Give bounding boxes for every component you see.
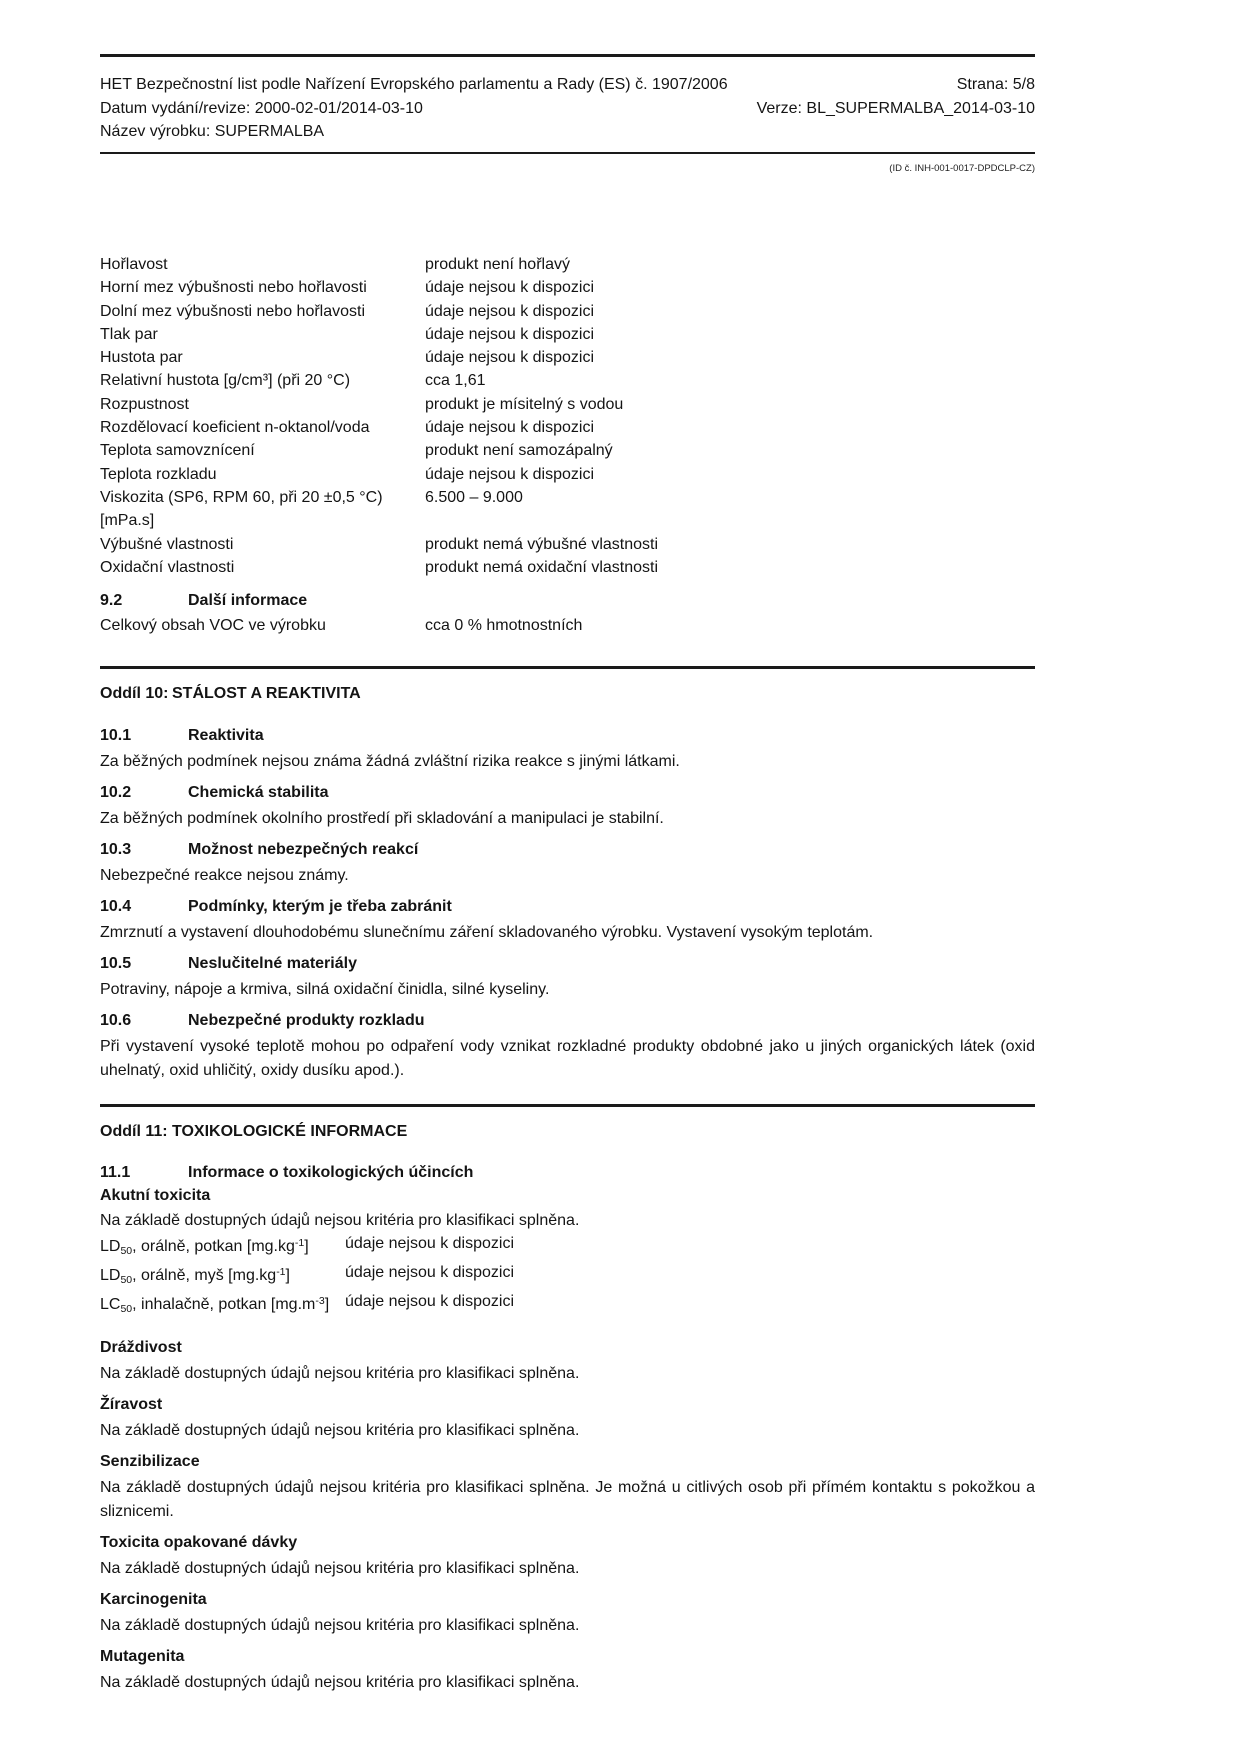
toxicity-row [100,1291,1035,1320]
property-value: údaje nejsou k dispozici [425,419,594,437]
subsection-10-6-heading [100,1011,1035,1031]
subsection-9-2-heading [100,591,1035,611]
subsection-title: Reaktivita [188,727,264,745]
subsection-number: 10.4 [100,898,132,916]
property-label: Horní mez výbušnosti nebo hořlavosti [100,279,367,297]
property-value: údaje nejsou k dispozici [425,325,594,343]
page-number: Strana: 5/8 [956,76,1035,93]
subsection-title: Možnost nebezpečných reakcí [188,841,419,859]
section-title: STÁLOST A REAKTIVITA [172,685,361,703]
property-row [100,253,1035,276]
subsection-title: Nebezpečné produkty rozkladu [188,1012,425,1030]
acute-toxicity-body: Na základě dostupných údajů nejsou kritéria pro klasifikaci splněna. [100,1212,580,1230]
property-row [100,346,1035,369]
irritation-body: Na základě dostupných údajů nejsou kritéria pro klasifikaci splněna. [100,1365,580,1383]
mutagenicity-heading: Mutagenita [100,1648,185,1666]
section-number: Oddíl 11: [100,1123,168,1141]
carcinogenicity-heading: Karcinogenita [100,1591,207,1609]
property-row [100,486,1035,533]
section-10-rule [100,666,1035,669]
property-value: 6.500 – 9.000 [425,488,523,506]
property-label: Hořlavost [100,256,168,273]
subsection-11-1-heading [100,1163,1035,1183]
subsection-number: 10.6 [100,1012,132,1030]
subsection-title: Podmínky, kterým je třeba zabránit [188,898,452,916]
toxicity-row-label: $LD_{50}$, orálně, potkan $[mg.kg^{-1}]$ [100,1237,309,1258]
header-line-1 [100,73,1035,97]
property-row [100,439,1035,462]
toxicity-row-value: údaje nejsou k dispozici [345,1264,514,1282]
subsection-body: Za běžných podmínek nejsou známa žádná zvláštní rizika reakce s jinými látkami. [100,753,680,771]
acute-toxicity-heading: Akutní toxicita [100,1187,211,1205]
voc-label: Celkový obsah VOC ve výrobku [100,617,326,635]
subsection-number: 11.1 [100,1164,131,1182]
document-version: Verze: BL_SUPERMALBA_2014-03-10 [756,99,1035,117]
header-rule [100,152,1035,155]
document-title: HET Bezpečnostní list podle Nařízení Evropského parlamentu a Rady (ES) č. 1907/2006 [100,76,728,93]
document-id: (ID č. INH-001-0017-DPDCLP-CZ) [889,163,1035,174]
property-label: Teplota rozkladu [100,465,217,483]
repeated-dose-toxicity-heading: Toxicita opakované dávky [100,1534,298,1552]
property-value: cca 1,61 [425,372,486,390]
property-label: Viskozita (SP6, RPM 60, při 20 ±0,5 °C) [mPa.s] [100,488,383,530]
property-label: Výbušné vlastnosti [100,535,234,553]
sensitisation-heading: Senzibilizace [100,1453,200,1471]
carcinogenicity-body: Na základě dostupných údajů nejsou kritéria pro klasifikaci splněna. [100,1617,580,1635]
property-row [100,300,1035,323]
property-label: Oxidační vlastnosti [100,558,235,576]
property-label: Rozpustnost [100,395,189,413]
property-row [100,369,1035,392]
subsection-title: Informace o toxikologických účincích [188,1164,474,1182]
subsection-10-2-heading [100,783,1035,803]
property-label: Rozdělovací koeficient n-oktanol/voda [100,419,370,437]
property-row [100,276,1035,299]
issue-revision-date: Datum vydání/revize: 2000-02-01/2014-03-10 [100,99,423,117]
corrosivity-body: Na základě dostupných údajů nejsou kritéria pro klasifikaci splněna. [100,1422,580,1440]
subsection-number: 9.2 [100,592,123,610]
toxicity-row-value: údaje nejsou k dispozici [345,1235,514,1253]
property-value: údaje nejsou k dispozici [425,279,594,297]
property-value: produkt nemá výbušné vlastnosti [425,535,659,553]
property-label: Hustota par [100,349,183,367]
property-label: Teplota samovznícení [100,442,255,460]
subsection-title: Neslučitelné materiály [188,955,357,973]
voc-value: cca 0 % hmotnostních [425,617,583,635]
product-name: Název výrobku: SUPERMALBA [100,123,325,140]
subsection-number: 10.5 [100,955,132,973]
voc-row [100,614,1035,637]
property-value: produkt nemá oxidační vlastnosti [425,558,659,576]
property-row [100,393,1035,416]
subsection-number: 10.2 [100,784,132,802]
document-header [100,73,1035,144]
toxicity-row-value: údaje nejsou k dispozici [345,1293,514,1311]
subsection-10-1-heading [100,726,1035,746]
subsection-10-4-heading [100,897,1035,917]
section-10-header [100,684,1035,704]
property-row [100,533,1035,556]
property-value: produkt není hořlavý [425,256,570,273]
mutagenicity-body: Na základě dostupných údajů nejsou kritéria pro klasifikaci splněna. [100,1674,580,1692]
properties-table [100,253,1035,579]
corrosivity-heading: Žíravost [100,1396,163,1414]
property-value: údaje nejsou k dispozici [425,302,594,320]
subsection-body: Potraviny, nápoje a krmiva, silná oxidační činidla, silné kyseliny. [100,981,550,999]
toxicity-row-label: $LD_{50}$, orálně, myš $[mg.kg^{-1}]$ [100,1266,290,1287]
toxicity-values-table [100,1233,1035,1320]
property-value: údaje nejsou k dispozici [425,465,594,483]
property-value: produkt není samozápalný [425,442,613,460]
section-title: TOXIKOLOGICKÉ INFORMACE [172,1123,408,1141]
property-label: Relativní hustota [g/cm³] (při 20 °C) [100,372,351,390]
toxicity-row [100,1233,1035,1262]
property-value: produkt je mísitelný s vodou [425,395,624,413]
subsection-title: Další informace [188,592,308,610]
subsection-body: Zmrznutí a vystavení dlouhodobému slunečnímu záření skladovaného výrobku. Vystavení vysokým teplotám. [100,924,874,942]
subsection-10-5-heading [100,954,1035,974]
header-line-3 [100,120,1035,144]
sensitisation-body: Na základě dostupných údajů nejsou kritéria pro klasifikaci splněna. Je možná u citlivých osob při přímém kontaktu s pokožkou a sliznicemi. [100,1479,1035,1521]
section-number: Oddíl 10: [100,685,169,703]
subsection-body: Nebezpečné reakce nejsou známy. [100,867,349,885]
subsection-title: Chemická stabilita [188,784,329,802]
subsection-number: 10.1 [100,727,132,745]
subsection-number: 10.3 [100,841,132,859]
header-line-2 [100,97,1035,121]
subsection-body: Při vystavení vysoké teplotě mohou po odpaření vody vznikat rozkladné produkty obdobné jako u jiných organických látek (oxid uhelnatý, oxid uhličitý, oxidy dusíku apod.). [100,1038,1035,1080]
toxicity-row-label: $LC_{50}$, inhalačně, potkan $[mg.m^{-3}]$ [100,1295,330,1316]
irritation-heading: Dráždivost [100,1339,182,1357]
repeated-dose-toxicity-body: Na základě dostupných údajů nejsou kritéria pro klasifikaci splněna. [100,1560,580,1578]
section-11-rule [100,1104,1035,1107]
property-label: Tlak par [100,325,158,343]
property-row [100,416,1035,439]
property-row [100,463,1035,486]
toxicity-row [100,1262,1035,1291]
property-row [100,323,1035,346]
subsection-body: Za běžných podmínek okolního prostředí při skladování a manipulaci je stabilní. [100,810,664,828]
subsection-10-3-heading [100,840,1035,860]
top-rule [100,54,1035,57]
property-label: Dolní mez výbušnosti nebo hořlavosti [100,302,366,320]
section-11-header [100,1122,1035,1142]
property-row [100,556,1035,579]
property-value: údaje nejsou k dispozici [425,349,594,367]
